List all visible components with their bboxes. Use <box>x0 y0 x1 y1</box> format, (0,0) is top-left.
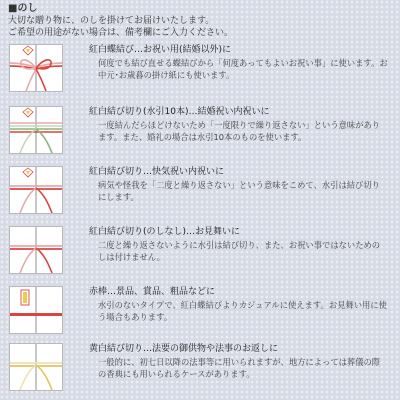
item-title: 赤棒…景品、賞品、粗品などに <box>89 287 216 297</box>
item-description: 何度でも結び直せる蝶結びから「何度あってもよいお祝い事」に使います。お中元･お歳暮の掛け紙にも使います。 <box>98 58 388 80</box>
noshi-kihaku-musubikiri-icon <box>9 343 63 391</box>
item-title: 紅白結び切り(のしなし)…お見舞いに <box>89 227 241 237</box>
intro-line-2: ご希望の用途がない場合は、備考欄にご入力ください。 <box>8 28 234 38</box>
item-description: 一度結んだらほどけないため「一度限りで繰り返さない」という意味があります。また、婚礼の場合は水引10本のものを使います。 <box>98 120 381 142</box>
section-title: ■のし <box>8 3 38 14</box>
noshi-kohaku-chomusubi-icon <box>9 44 63 92</box>
item-description: 二度と繰り返さないように水引は結び切り、また、お祝い事ではないためのしは付けません。 <box>98 240 381 262</box>
noshi-akabo-icon <box>9 286 63 334</box>
item-title: 紅白蝶結び…お祝い用(結婚以外)に <box>89 45 232 55</box>
noshi-header <box>8 2 394 39</box>
item-title: 紅白結び切り…快気祝い内祝いに <box>89 167 225 177</box>
item-description: 水引のないタイプで、紅白蝶結びよりカジュアルに使えます。お見舞い用に使う場合もあります。 <box>98 300 387 322</box>
intro-line-1: 大切な贈り物に、のしを掛けてお届けいたします。 <box>8 16 215 26</box>
noshi-kohaku-musubikiri-icon <box>9 166 63 214</box>
item-description: 一般的に、初七日以降の法事等に用いられますが、地方によっては葬儀の際の香典にも用いられるケースがあります。 <box>98 357 381 379</box>
item-title: 紅白結び切り(水引10本)…結婚祝い内祝いに <box>89 107 270 117</box>
item-title: 黄白結び切り…法要の御供物や法事のお返しに <box>89 344 279 354</box>
noshi-nashi-musubikiri-icon <box>9 226 63 274</box>
item-description: 病気や怪我を「二度と繰り返さない」という意味をこめて、水引は結び切りにします。 <box>98 180 380 202</box>
noshi-kohaku-musubikiri-10-icon <box>9 106 63 154</box>
